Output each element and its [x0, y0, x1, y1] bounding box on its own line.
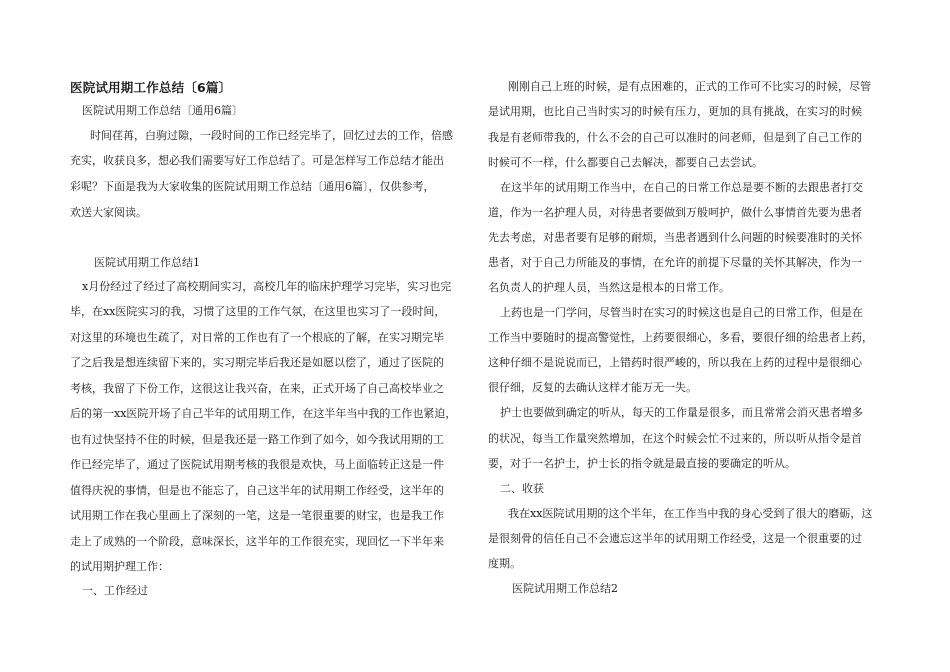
text-line: 对这里的环境也生疏了，对日常的工作也有了一个根底的了解，在实习期完毕 — [70, 331, 444, 344]
text-line: 时候可不一样，什么都要自己去解决，都要自己去尝试。 — [488, 156, 763, 169]
text-line: 二、收获 — [500, 482, 544, 495]
text-line: 医院试用期工作总结2 — [512, 582, 618, 595]
text-line: 试用期工作在我心里画上了深刻的一笔，这是一笔很重要的财宝，也是我工作 — [70, 509, 444, 522]
text-line: 上药也是一门学问，尽管当时在实习的时候这也是自己的日常工作，但是在 — [500, 306, 863, 319]
text-line: 考核，我留了下份工作，这很这让我兴奋，在来，正式开场了自己高校毕业之 — [70, 382, 444, 395]
text-line: 在这半年的试用期工作当中，在自己的日常工作总是要不断的去跟患者打交 — [500, 181, 863, 194]
text-line: 医院试用期工作总结〔通用6篇〕 — [82, 104, 243, 117]
text-line: 作已经完毕了，通过了医院试用期考核的我很是欢快，马上面临转正这是一件 — [70, 458, 444, 471]
text-line: 很仔细，反复的去确认这样才能万无一失。 — [488, 381, 697, 394]
text-line: 的状况，每当工作量突然增加，在这个时候会忙不过来的，所以听从指令是首 — [488, 432, 862, 445]
text-line: 毕，在xx医院实习的我，习惯了这里的工作气氛，在这里也实习了一段时间， — [70, 305, 446, 318]
text-line: 度期。 — [488, 557, 521, 570]
text-line: 是很刻骨的信任自己不会遗忘这半年的试用期工作经受，这是一个很重要的过 — [488, 532, 862, 545]
text-line: 彩呢？下面是我为大家收集的医院试用期工作总结〔通用6篇〕，仅供参考， — [70, 180, 435, 193]
text-line: 时间荏苒，白驹过隙，一段时间的工作已经完毕了，回忆过去的工作，倍感 — [90, 129, 453, 142]
text-line: 了之后我是想连续留下来的，实习期完毕后我还是如愿以偿了，通过了医院的 — [70, 356, 444, 369]
text-line: 要，对于一名护士，护士长的指令就是最直接的要确定的听从。 — [488, 457, 796, 470]
text-line: 名负责人的护理人员，当然这是根本的日常工作。 — [488, 281, 730, 294]
text-line: 刚刚自己上班的时候，是有点困难的，正式的工作可不比实习的时候，尽管 — [508, 80, 871, 93]
text-line: 走上了成熟的一个阶段，意味深长，这半年的工作很充实，现回忆一下半年来 — [70, 535, 444, 548]
text-line: 我在xx医院试用期的这个半年，在工作当中我的身心受到了很大的磨砺，这 — [508, 507, 873, 520]
text-line: 充实，收获良多，想必我们需要写好工作总结了。可是怎样写工作总结才能出 — [70, 154, 444, 167]
text-line: 医院试用期工作总结1 — [94, 256, 200, 269]
text-line: 后的第一xx医院开场了自己半年的试用期工作，在这半年当中我的工作也紧迫， — [70, 407, 457, 420]
text-line: 先去考虑，对患者要有足够的耐烦，当患者遇到什么问题的时候要准时的关怀 — [488, 231, 862, 244]
text-line: 是试用期，也比自己当时实习的时候有压力，更加的具有挑战，在实习的时候 — [488, 105, 862, 118]
text-line: x月份经过了经过了高校期间实习，高校几年的临床护理学习完毕，实习也完 — [82, 280, 452, 293]
text-line: 的试用期护理工作： — [70, 560, 169, 573]
text-line: 道，作为一名护理人员，对待患者要做到万般呵护，做什么事情首先要为患者 — [488, 206, 862, 219]
text-line: 值得庆祝的事情，但是也不能忘了，自己这半年的试用期工作经受，这半年的 — [70, 484, 444, 497]
text-line: 工作当中要随时的提高警觉性，上药要很细心，多看，要很仔细的给患者上药， — [488, 331, 873, 344]
text-line: 护士也要做到确定的听从，每天的工作量是很多，而且常常会消灭患者增多 — [500, 406, 863, 419]
text-line: 欢送大家阅读。 — [70, 206, 147, 219]
text-line: 这种仔细不是说说而已，上错药时很严峻的，所以我在上药的过程中是很细心 — [488, 356, 862, 369]
document-title: 医院试用期工作总结〔6篇〕 — [70, 80, 232, 95]
text-line: 一、工作经过 — [82, 584, 148, 597]
text-line: 我是有老师带我的，什么不会的自己可以准时的问老师，但是到了自己工作的 — [488, 131, 862, 144]
text-line: 也有过快坚持不住的时候，但是我还是一路工作到了如今，如今我试用期的工 — [70, 433, 444, 446]
text-line: 患者，对于自己力所能及的事情，在允许的前提下尽量的关怀其解决，作为一 — [488, 256, 862, 269]
